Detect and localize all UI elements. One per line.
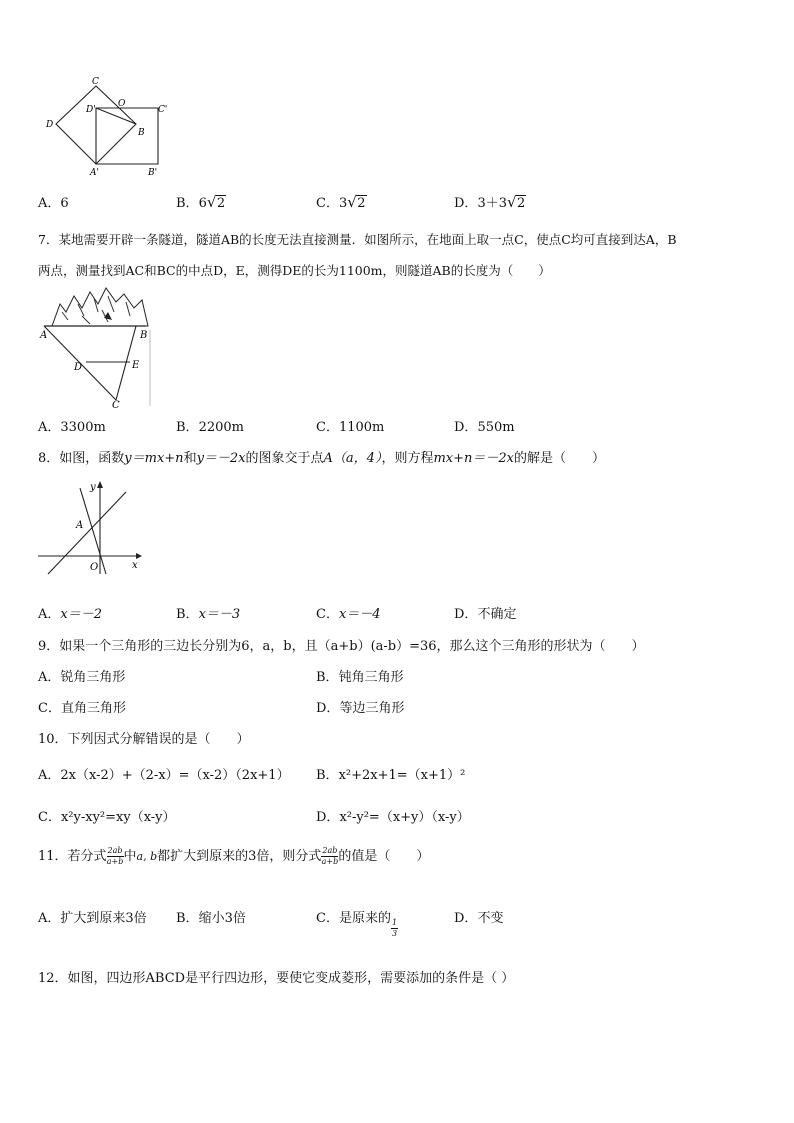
q6-option-c[interactable]: C．3 √ 2 <box>316 193 366 211</box>
q7-mountain <box>52 288 148 326</box>
q6-label-d-prime: D' <box>86 105 96 115</box>
q6-option-d[interactable]: D．3＋3 √ 2 <box>454 193 526 211</box>
q6-label-b: B <box>138 128 145 138</box>
q6-label-b-prime: B' <box>148 168 158 178</box>
q6-label-c-prime: C' <box>158 105 168 115</box>
q11-option-c[interactable]: C．是原来的 $\frac{1}{3}$ <box>316 911 398 938</box>
q6-label-d: D <box>46 120 54 130</box>
q8-figure <box>36 478 146 578</box>
q7-stem-line1: 7．某地需要开辟一条隧道，隧道AB的长度无法直接测量．如图所示，在地面上取一点C，使点C均可直接到达A，B <box>38 232 677 247</box>
q11-fraction-1: $\frac{2ab}{a+b}$ <box>106 846 124 866</box>
q8-label-a: A <box>76 520 84 531</box>
q6-option-b[interactable]: B．6 √ 2 <box>176 193 226 211</box>
q6-label-o: O <box>118 99 126 109</box>
q7-stem-line2: 两点，测量找到AC和BC的中点D，E，测得DE的长为1100m，则隧道AB的长度为（ ） <box>38 263 551 278</box>
q9-option-c[interactable]: C．直角三角形 <box>38 701 126 716</box>
q7-label-a: A <box>40 330 48 341</box>
q8-label-y: y <box>90 482 96 493</box>
q7-option-b[interactable]: B．2200m <box>176 420 244 435</box>
q8-stem: 8．如图，函数y＝mx+n和y＝－2x的图象交于点A（a，4），则方程mx+n＝－2x的解是（ ） <box>38 451 606 466</box>
q9-option-a[interactable]: A．锐角三角形 <box>38 670 126 685</box>
q7-label-c: C <box>112 400 120 408</box>
q9-option-b[interactable]: B．钝角三角形 <box>316 670 404 685</box>
q8-option-b[interactable]: B．x＝－3 <box>176 607 241 622</box>
q7-label-d: D <box>74 362 83 373</box>
q9-option-d[interactable]: D．等边三角形 <box>316 701 405 716</box>
q7-figure <box>38 282 158 408</box>
q11-option-b[interactable]: B．缩小3倍 <box>176 911 246 926</box>
q8-line-mxn <box>48 492 126 574</box>
q11-stem: 11．若分式 $\frac{2ab}{a+b}$ 中a, b都扩大到原来的3倍，则分式 $\frac{2ab}{a+b}$ 的值是（ ） <box>38 846 430 866</box>
q11-option-d[interactable]: D．不变 <box>454 911 504 926</box>
q11-option-a[interactable]: A．扩大到原来3倍 <box>38 911 147 926</box>
q7-label-b: B <box>140 330 148 341</box>
q10-option-b[interactable]: B．x²+2x+1=（x+1）² <box>316 768 466 783</box>
q10-option-a[interactable]: A．2x（x-2）+（2-x）=（x-2）（2x+1） <box>38 768 290 783</box>
q8-option-d[interactable]: D．不确定 <box>454 607 517 622</box>
q6-option-a[interactable]: A．6 <box>38 196 69 211</box>
q7-label-e: E <box>132 360 140 371</box>
q8-label-o: O <box>90 562 99 573</box>
q9-stem: 9．如果一个三角形的三边长分别为6，a，b，且（a+b）(a-b）=36，那么这个三角形的形状为（ ） <box>38 639 645 654</box>
q8-option-a[interactable]: A．x＝－2 <box>38 607 102 622</box>
q6-figure <box>40 72 170 180</box>
q7-option-c[interactable]: C．1100m <box>316 420 385 435</box>
q8-label-x: x <box>132 560 138 571</box>
q10-option-d[interactable]: D．x²-y²=（x+y）（x-y） <box>316 810 470 825</box>
q6-label-c: C <box>92 77 99 87</box>
q10-option-c[interactable]: C．x²y-xy²=xy（x-y） <box>38 810 176 825</box>
q6-label-a-prime: A' <box>90 168 99 178</box>
q12-stem: 12．如图，四边形ABCD是平行四边形，要使它变成菱形，需要添加的条件是（ ） <box>38 971 515 986</box>
q7-option-a[interactable]: A．3300m <box>38 420 106 435</box>
q7-option-d[interactable]: D．550m <box>454 420 515 435</box>
q6-square-abcprime <box>96 108 158 164</box>
q10-stem: 10．下列因式分解错误的是（ ） <box>38 732 250 747</box>
q8-option-c[interactable]: C．x＝－4 <box>316 607 381 622</box>
q11-fraction-2: $\frac{2ab}{a+b}$ <box>321 846 339 866</box>
q11-c-fraction: $\frac{1}{3}$ <box>391 918 398 938</box>
